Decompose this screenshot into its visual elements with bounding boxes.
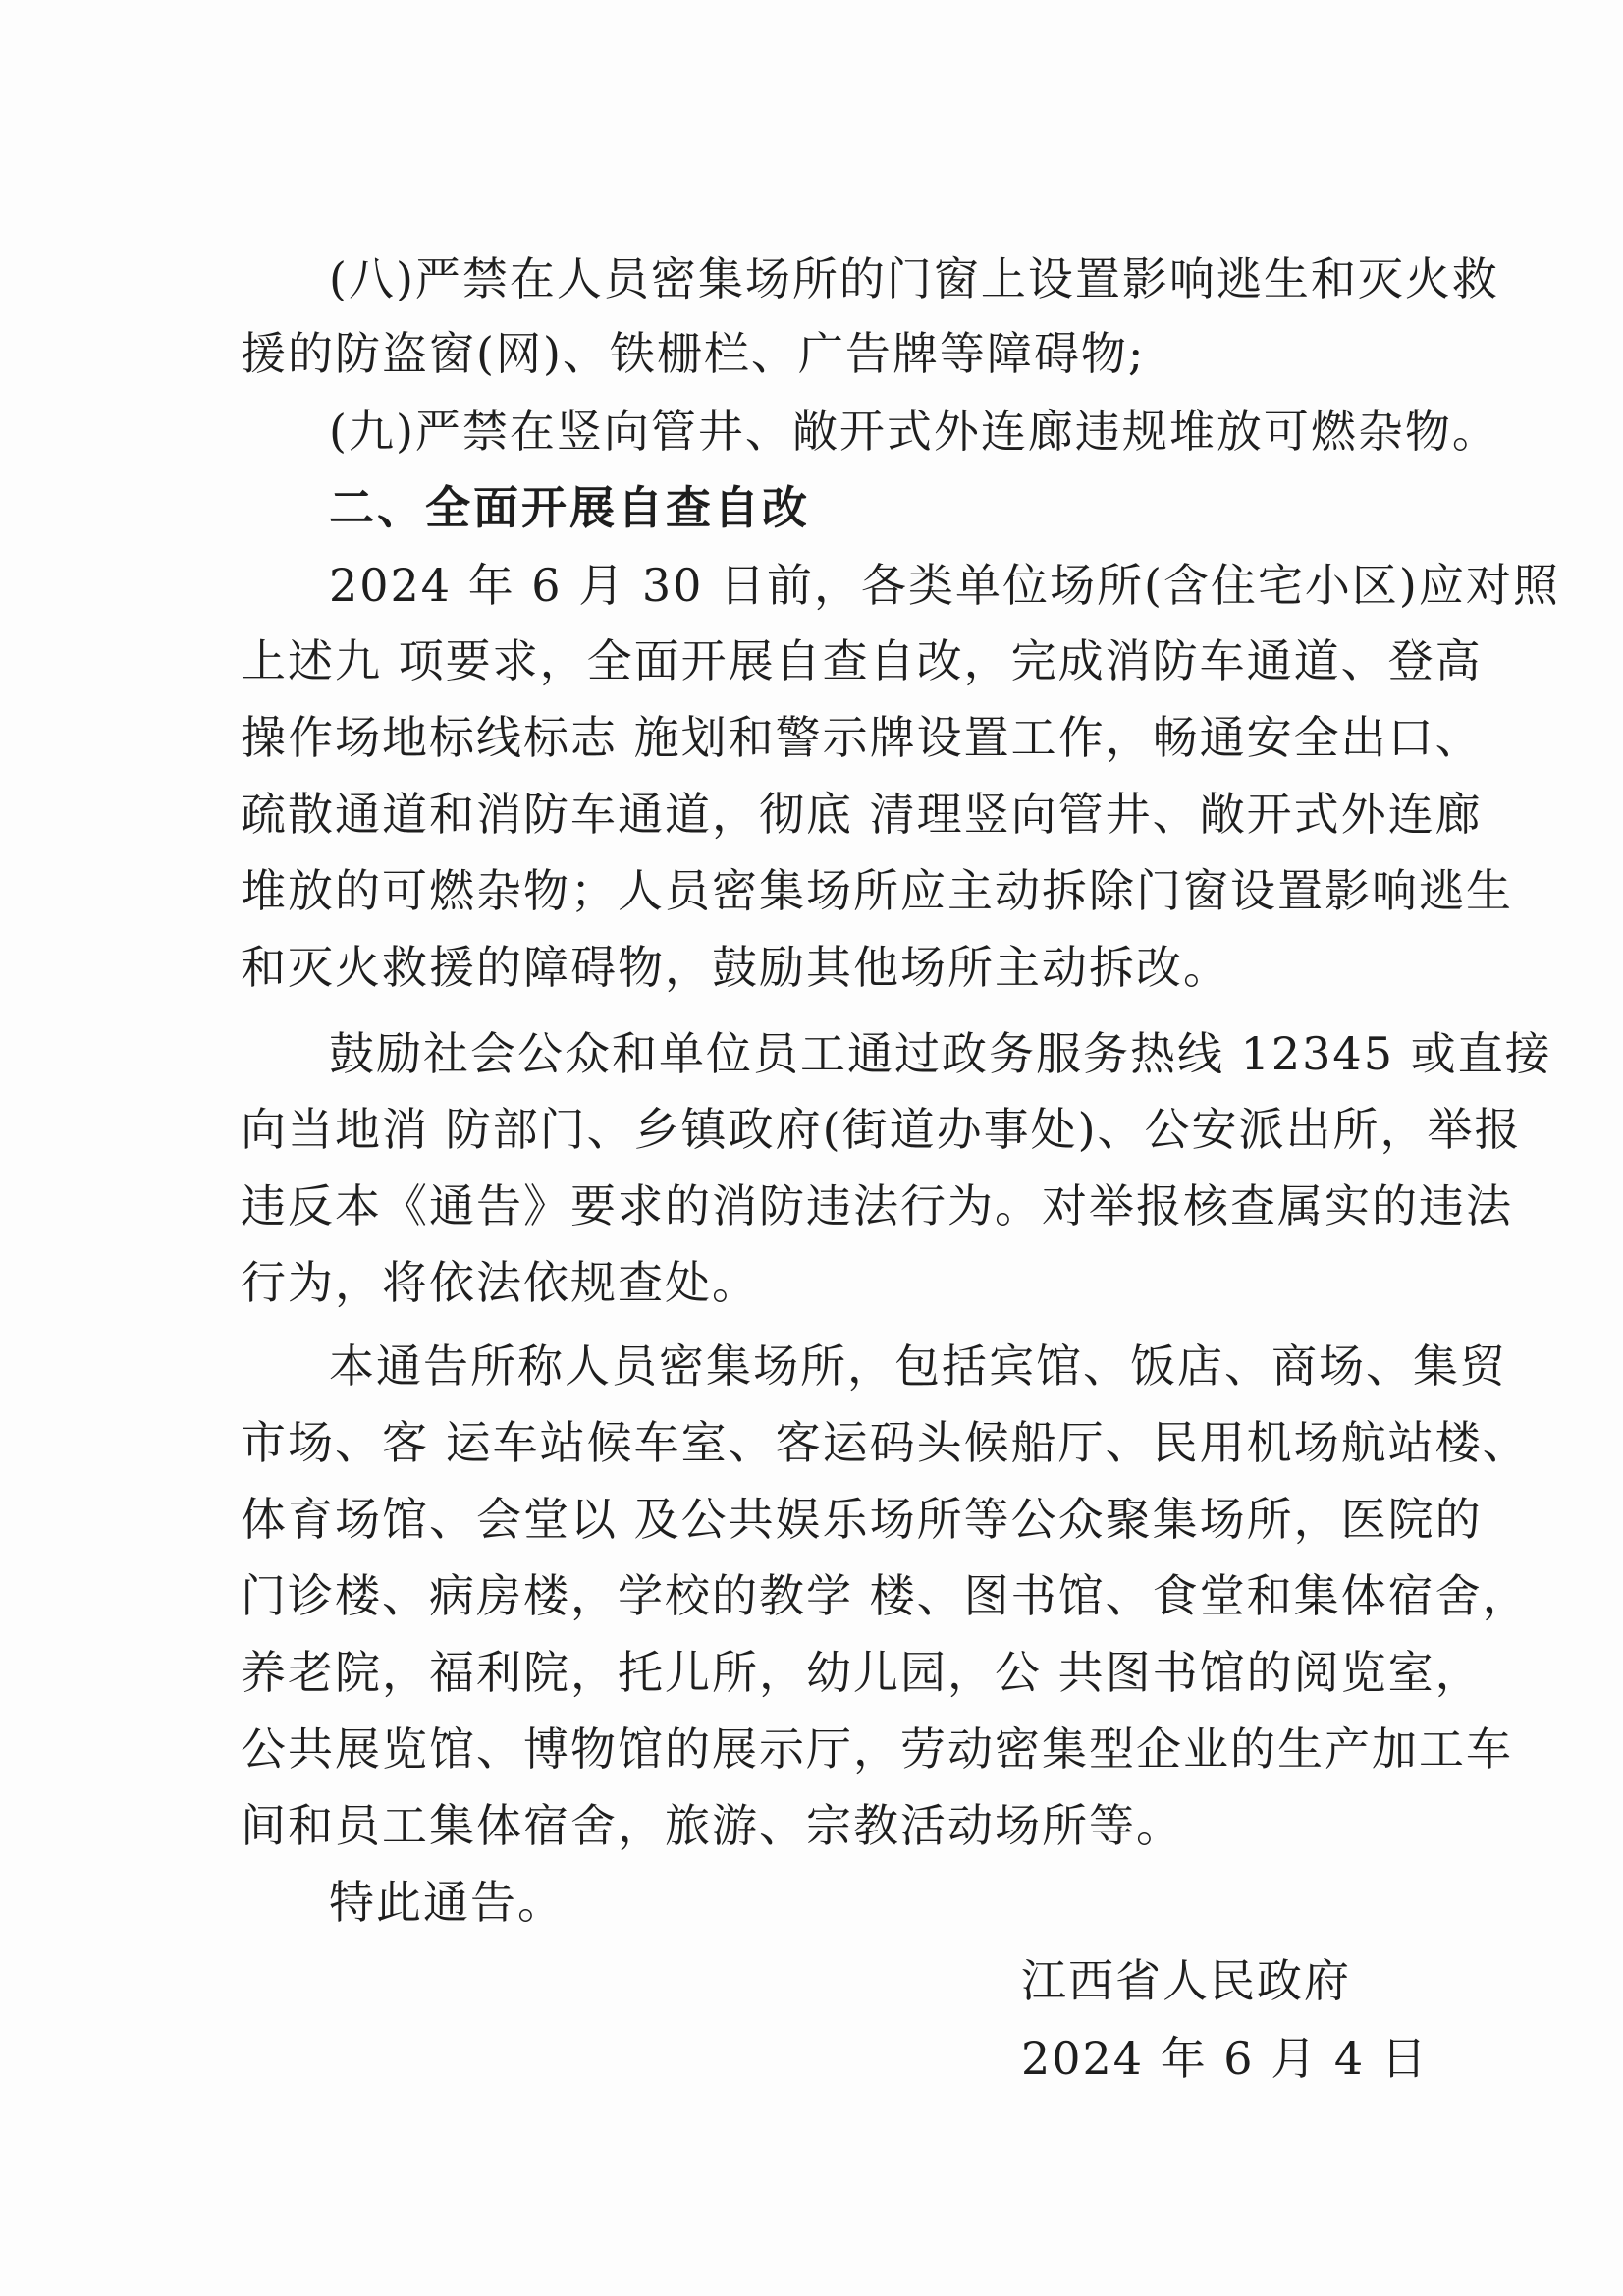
para2-line-1: 鼓励社会公众和单位员工通过政务服务热线 12345 或直接 bbox=[329, 1027, 1552, 1080]
para1-line-3: 操作场地标线标志 施划和警示牌设置工作，畅通安全出口、 bbox=[241, 711, 1483, 764]
para3-line-6: 公共展览馆、博物馆的展示厅，劳动密集型企业的生产加工车 bbox=[241, 1722, 1513, 1776]
para1-line-5: 堆放的可燃杂物；人员密集场所应主动拆除门窗设置影响逃生 bbox=[241, 864, 1513, 917]
para2-line-2: 向当地消 防部门、乡镇政府(街道办事处)、公安派出所，举报 bbox=[241, 1103, 1522, 1156]
item-9: (九)严禁在竖向管井、敞开式外连廊违规堆放可燃杂物。 bbox=[329, 405, 1499, 458]
para1-line-6: 和灭火救援的障碍物，鼓励其他场所主动拆改。 bbox=[241, 941, 1230, 994]
para2-line-3: 违反本《通告》要求的消防违法行为。对举报核查属实的违法 bbox=[241, 1179, 1513, 1232]
para1-line-4: 疏散通道和消防车通道，彻底 清理竖向管井、敞开式外连廊 bbox=[241, 788, 1483, 841]
item-8-line-1: (八)严禁在人员密集场所的门窗上设置影响逃生和灭火救 bbox=[329, 252, 1499, 305]
para3-line-1: 本通告所称人员密集场所，包括宾馆、饭店、商场、集贸 bbox=[329, 1339, 1507, 1393]
signature-date: 2024 年 6 月 4 日 bbox=[1021, 2032, 1429, 2085]
para1-line-2: 上述九 项要求，全面开展自查自改，完成消防车通道、登高 bbox=[241, 634, 1483, 687]
closing-text: 特此通告。 bbox=[329, 1876, 565, 1929]
para3-line-5: 养老院，福利院，托儿所，幼儿园，公 共图书馆的阅览室， bbox=[241, 1646, 1483, 1699]
para3-line-2: 市场、客 运车站候车室、客运码头候船厅、民用机场航站楼、 bbox=[241, 1416, 1530, 1469]
para3-line-3: 体育场馆、会堂以 及公共娱乐场所等公众聚集场所，医院的 bbox=[241, 1493, 1483, 1546]
para1-line-1: 2024 年 6 月 30 日前，各类单位场所(含住宅小区)应对照 bbox=[329, 559, 1560, 612]
para3-line-4: 门诊楼、病房楼，学校的教学 楼、图书馆、食堂和集体宿舍， bbox=[241, 1569, 1530, 1622]
signature-org: 江西省人民政府 bbox=[1021, 1954, 1351, 2007]
item-8-line-2: 援的防盗窗(网)、铁栅栏、广告牌等障碍物; bbox=[241, 327, 1146, 380]
para2-line-4: 行为，将依法依规查处。 bbox=[241, 1256, 759, 1309]
section-heading: 二、全面开展自查自改 bbox=[329, 481, 810, 534]
para3-line-7: 间和员工集体宿舍，旅游、宗教活动场所等。 bbox=[241, 1799, 1183, 1852]
